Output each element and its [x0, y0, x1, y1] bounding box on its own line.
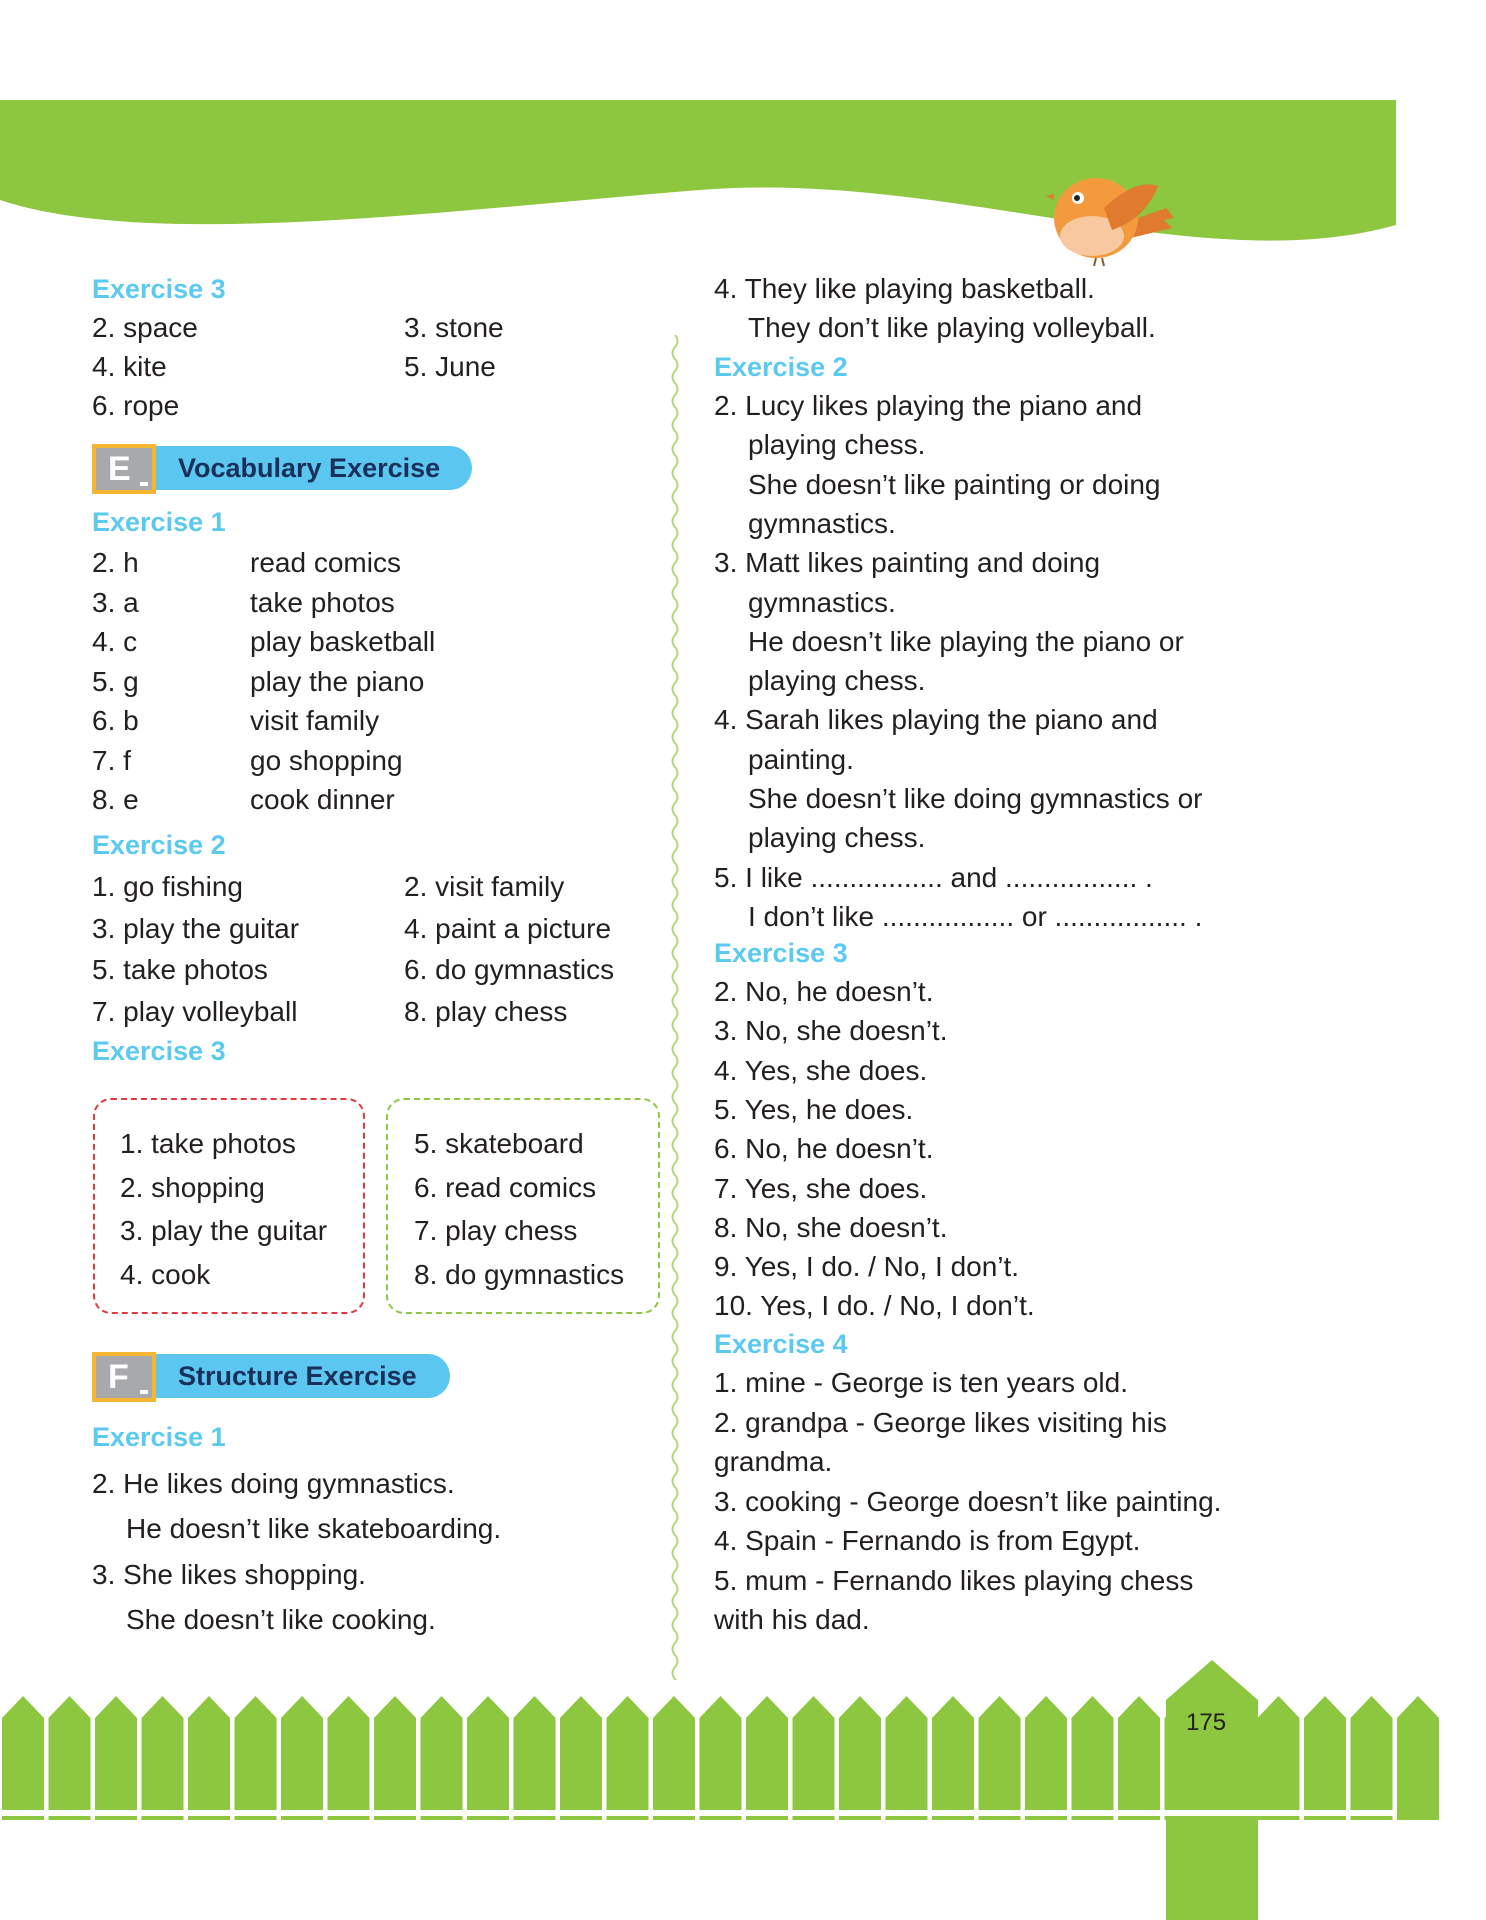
answer-line: They don’t like playing volleyball. [748, 312, 1156, 343]
fence-picket [2, 1696, 44, 1820]
answer-line: 1. mine - George is ten years old. [714, 1367, 1128, 1398]
exercise-heading: Exercise 3 [714, 938, 848, 968]
fence-picket [793, 1696, 835, 1820]
answer-text: cook dinner [250, 784, 395, 815]
section-f-header [92, 1354, 450, 1398]
fence-picket [1304, 1696, 1346, 1820]
answer-line: 4. Sarah likes playing the piano and [714, 704, 1158, 736]
answer-line: She doesn’t like painting or doing [748, 468, 1161, 500]
exercise-heading: Exercise 1 [92, 1422, 226, 1452]
fence-picket [374, 1696, 416, 1820]
answer-line: 2. grandpa - George likes visiting his [714, 1406, 1167, 1438]
fence-picket [932, 1696, 974, 1820]
section-e-header [92, 446, 472, 490]
fence-picket [1118, 1696, 1160, 1820]
answer-item: 3. stone [404, 312, 504, 343]
answer-number: 3. a [92, 586, 139, 618]
answer-number: 2. h [92, 547, 139, 578]
answer-line: playing chess. [748, 429, 926, 461]
answer-line: He doesn’t like skateboarding. [126, 1513, 502, 1544]
box-item: 4. cook [120, 1258, 211, 1290]
answer-item: 5. take photos [92, 954, 268, 985]
answer-line: gymnastics. [748, 586, 896, 618]
answer-number: 8. e [92, 784, 139, 815]
header-wave [0, 0, 1486, 270]
answer-item: 6. rope [92, 390, 180, 421]
answer-line: 4. Spain - Fernando is from Egypt. [714, 1525, 1141, 1556]
exercise-heading: Exercise 2 [714, 352, 848, 382]
fence-picket [1397, 1696, 1439, 1820]
fence-picket [467, 1696, 509, 1820]
column-divider [668, 335, 682, 1680]
answer-number: 5. g [92, 665, 139, 697]
answer-number: 4. c [92, 626, 138, 657]
answer-line: 4. Yes, she does. [714, 1054, 928, 1086]
answer-line: 7. Yes, she does. [714, 1172, 928, 1204]
answer-line: 5. mum - Fernando likes playing chess [714, 1564, 1194, 1596]
answer-line: playing chess. [748, 665, 926, 697]
answer-item: 2. space [92, 312, 198, 343]
fence-picket [700, 1696, 742, 1820]
fence-picket [1072, 1696, 1114, 1820]
exercise-heading: Exercise 3 [92, 1036, 226, 1066]
fence-picket [95, 1696, 137, 1820]
section-title: Vocabulary Exercise [178, 453, 441, 483]
fence-picket [281, 1696, 323, 1820]
fence-picket [1351, 1696, 1393, 1820]
fence-picket [514, 1696, 556, 1820]
answer-line: 2. Lucy likes playing the piano and [714, 390, 1143, 421]
answer-item: 2. visit family [404, 871, 565, 902]
fence-picket [421, 1696, 463, 1820]
answer-line: 3. Matt likes painting and doing [714, 547, 1101, 579]
fence-picket [979, 1696, 1021, 1820]
box-item: 2. shopping [120, 1171, 265, 1203]
answer-item: 4. paint a picture [404, 912, 612, 944]
fence-picket [839, 1696, 881, 1820]
answer-line: 3. cooking - George doesn’t like painting. [714, 1485, 1222, 1517]
answer-number: 6. b [92, 705, 139, 736]
fence-picket [1025, 1696, 1067, 1820]
answer-text: take photos [250, 586, 395, 618]
answer-item: 4. kite [92, 351, 167, 382]
answer-item: 7. play volleyball [92, 995, 298, 1027]
fence-picket [560, 1696, 602, 1820]
answer-line: 5. Yes, he does. [714, 1093, 914, 1125]
answer-text: go shopping [250, 744, 403, 776]
box-item: 6. read comics [414, 1171, 597, 1203]
answer-text: play basketball [250, 626, 436, 657]
answer-line: He doesn’t like playing the piano or [748, 625, 1184, 657]
box-item: 1. take photos [120, 1128, 296, 1159]
box-item: 7. play chess [414, 1215, 578, 1246]
fence-picket [188, 1696, 230, 1820]
answer-text: visit family [250, 705, 380, 736]
exercise-heading: Exercise 3 [92, 274, 226, 304]
answer-line: 4. They like playing basketball. [714, 273, 1095, 304]
answer-line: 3. No, she doesn’t. [714, 1015, 948, 1047]
answer-line: 9. Yes, I do. / No, I don’t. [714, 1251, 1020, 1283]
fence-picket [49, 1696, 91, 1820]
answer-line: 2. No, he doesn’t. [714, 976, 934, 1007]
answer-item: 5. June [404, 351, 496, 382]
fence-picket [328, 1696, 370, 1820]
box-item: 5. skateboard [414, 1128, 584, 1159]
box-item: 3. play the guitar [120, 1215, 328, 1246]
answer-line: 3. She likes shopping. [92, 1559, 366, 1590]
answer-item: 3. play the guitar [92, 912, 300, 944]
answer-line: 2. He likes doing gymnastics. [92, 1468, 455, 1499]
answer-line: 6. No, he doesn’t. [714, 1133, 934, 1165]
section-badge: F [92, 1352, 156, 1402]
answer-line: painting. [748, 743, 854, 775]
fence-picket [142, 1696, 184, 1820]
answer-line: gymnastics. [748, 507, 896, 539]
fence-picket [746, 1696, 788, 1820]
section-badge: E [92, 444, 156, 494]
fence-picket [1258, 1696, 1300, 1820]
fence-picket [886, 1696, 928, 1820]
answer-line: She doesn’t like cooking. [126, 1604, 436, 1635]
answer-number: 7. f [92, 744, 131, 776]
answer-item: 1. go fishing [92, 871, 243, 902]
answer-line: 10. Yes, I do. / No, I don’t. [714, 1290, 1035, 1322]
exercise-heading: Exercise 4 [714, 1329, 848, 1359]
exercise-heading: Exercise 1 [92, 507, 226, 537]
answer-line: 8. No, she doesn’t. [714, 1211, 948, 1243]
page-number: 175 [1186, 1709, 1227, 1736]
answer-text: play the piano [250, 665, 425, 697]
box-item: 8. do gymnastics [414, 1258, 625, 1290]
picket-fence [0, 1660, 1486, 1920]
answer-item: 6. do gymnastics [404, 954, 615, 985]
answer-line: with his dad. [714, 1604, 870, 1635]
answer-line: playing chess. [748, 822, 926, 854]
answer-text: read comics [250, 547, 401, 578]
answer-line: grandma. [714, 1446, 833, 1477]
page-number-post [1166, 1660, 1258, 1920]
answer-item: 8. play chess [404, 995, 568, 1027]
fence-picket [653, 1696, 695, 1820]
bird-illustration [1046, 168, 1192, 268]
section-title: Structure Exercise [178, 1361, 417, 1391]
answer-line: I don’t like ................. or ................. . [748, 900, 1203, 932]
answer-line: 5. I like ................. and ................. . [714, 861, 1153, 893]
fence-picket [235, 1696, 277, 1820]
answer-line: She doesn’t like doing gymnastics or [748, 783, 1203, 814]
exercise-heading: Exercise 2 [92, 830, 226, 860]
fence-picket [607, 1696, 649, 1820]
